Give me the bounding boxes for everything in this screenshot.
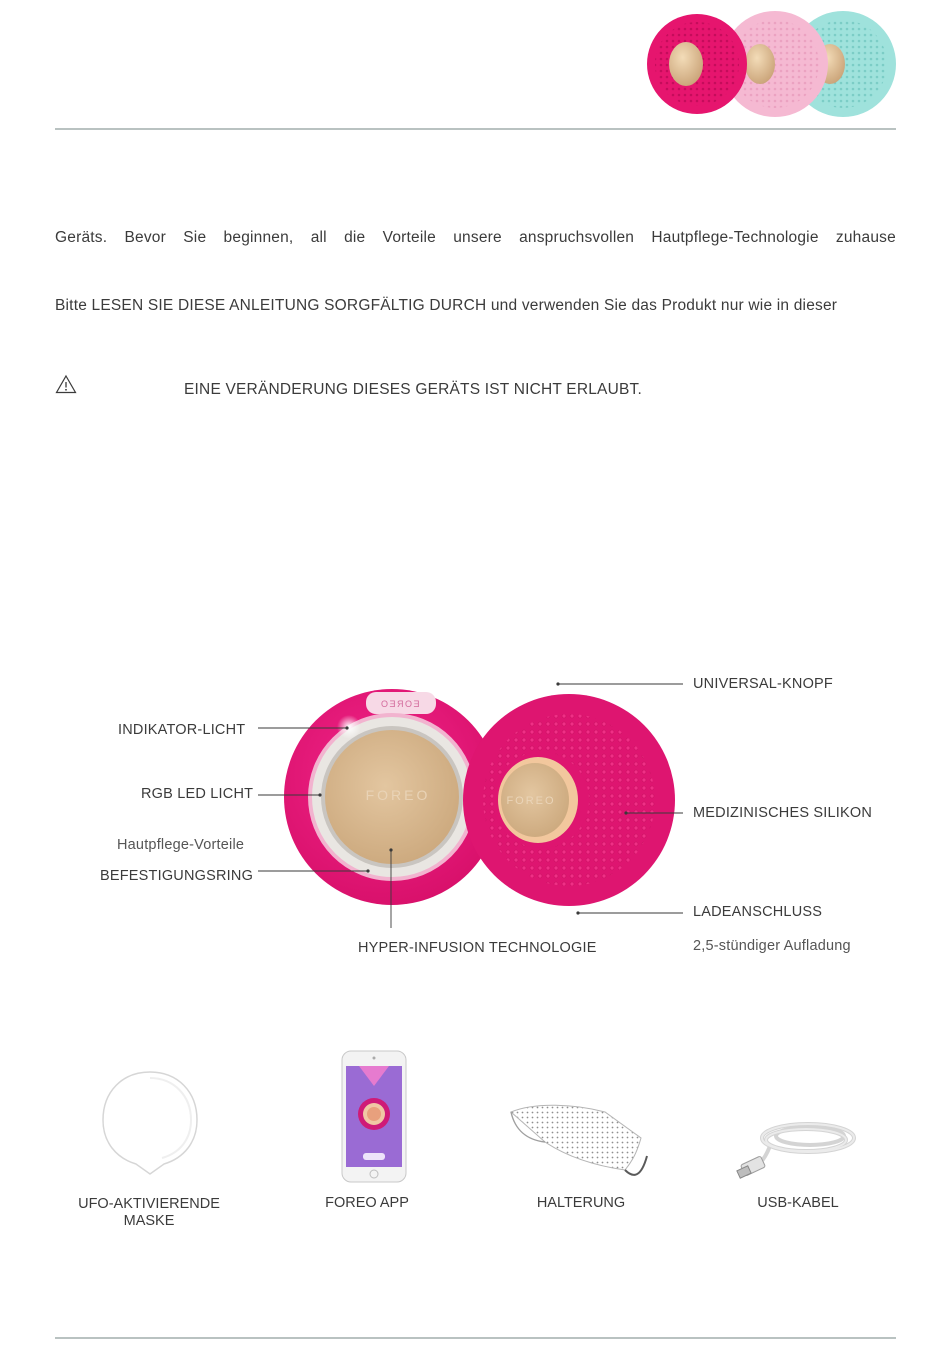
accessory-label-usb: USB-KABEL [757, 1195, 839, 1211]
accessory-label-mask: UFO-AKTIVIERENDE MASKE [78, 1196, 220, 1229]
header-devices-image [640, 8, 900, 124]
accessory-label-holder: HALTERUNG [536, 1195, 626, 1211]
intro-line-2: Bitte LESEN SIE DIESE ANLEITUNG SORGFÄLTIG DURCH und verwenden Sie das Produkt nur wie in dieser [55, 297, 838, 314]
label-charging-time: 2,5-stündiger Aufladung [693, 938, 851, 954]
holder-image [505, 1100, 655, 1186]
device-brand-left: FOREO [365, 787, 431, 803]
device-silicone-view [463, 694, 675, 906]
label-rgb-led: RGB LED LICHT [141, 786, 254, 802]
label-skincare-benefits: Hautpflege-Vorteile [117, 837, 245, 853]
device-brand-right: FOREO [506, 795, 556, 807]
header-rule [55, 128, 896, 130]
warning-triangle-icon [55, 374, 77, 394]
intro-line-1: Geräts. Bevor Sie beginnen, all die Vorteile unsere anspruchsvollen Hautpflege-Technologie zuhause [55, 229, 896, 246]
label-universal-button: UNIVERSAL-KNOPF [693, 676, 833, 692]
usb-cable-image [736, 1116, 862, 1182]
label-hyper-infusion: HYPER-INFUSION TECHNOLOGIE [358, 940, 597, 956]
label-charging-port: LADEANSCHLUSS [693, 904, 823, 920]
label-indicator-light: INDIKATOR-LICHT [118, 722, 246, 738]
accessory-label-app: FOREO APP [325, 1195, 409, 1211]
svg-text:OƎЯOƎ: OƎЯOƎ [380, 699, 422, 709]
footer-rule [55, 1337, 896, 1339]
phone-app-image [341, 1050, 407, 1183]
mask-image [98, 1068, 202, 1178]
label-mounting-ring: BEFESTIGUNGSRING [100, 868, 254, 884]
label-medical-silicone: MEDIZINISCHES SILIKON [693, 805, 873, 821]
warning-text: EINE VERÄNDERUNG DIESES GERÄTS IST NICHT ERLAUBT. [184, 381, 642, 398]
fuchsia-device [647, 14, 747, 114]
